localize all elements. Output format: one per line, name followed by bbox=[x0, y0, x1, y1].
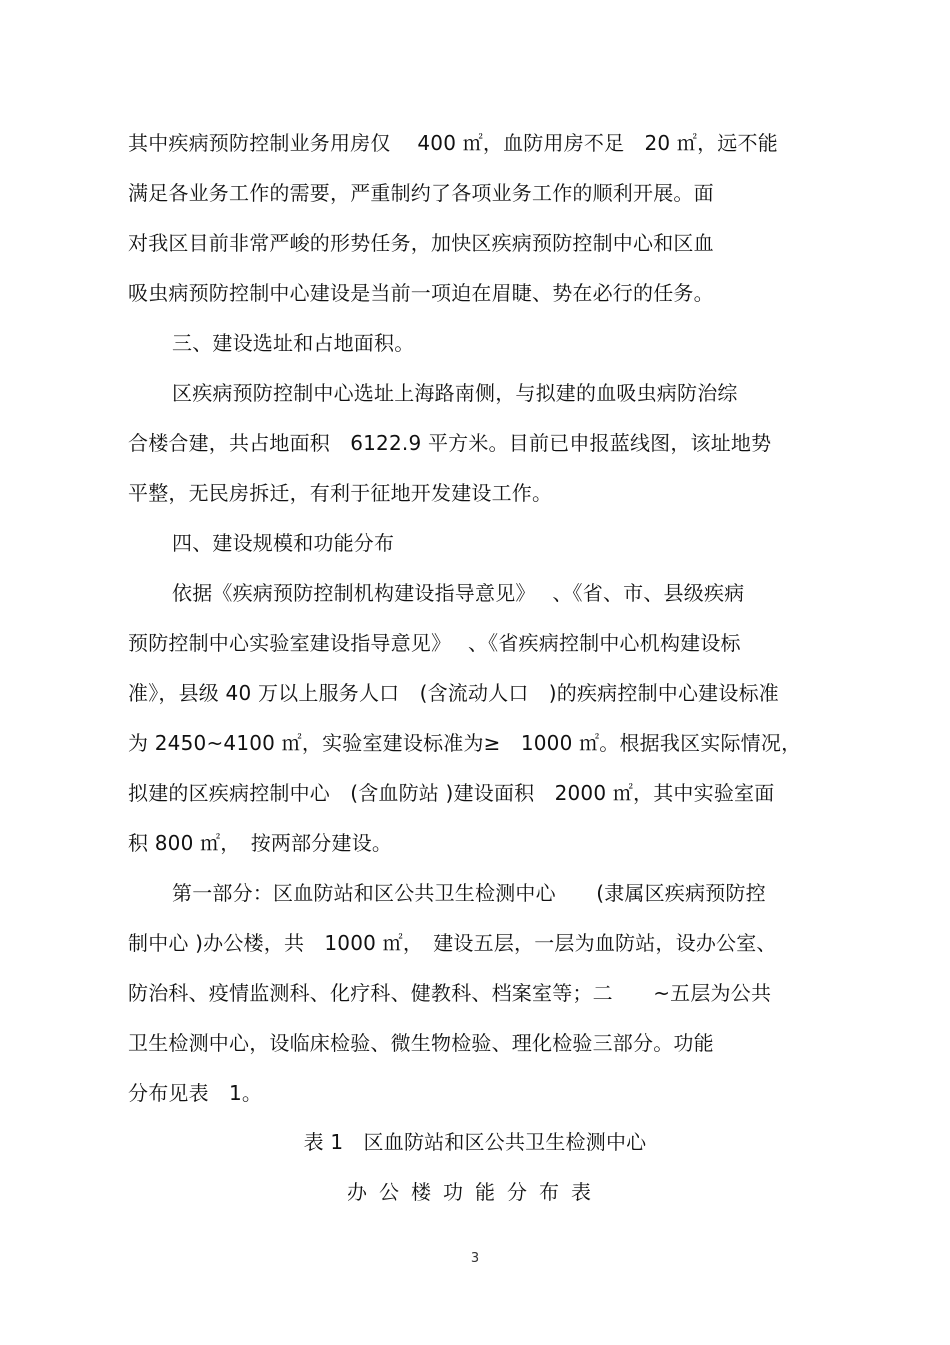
page-number: 3 bbox=[470, 1251, 480, 1266]
body-text-line: 拟建的区疾病控制中心 (含血防站 )建设面积 2000 ㎡，其中实验室面 bbox=[128, 781, 775, 805]
section-heading: 三、建设选址和占地面积。 bbox=[172, 331, 415, 355]
body-text-line: 防治科、疫情监测科、化疗科、健教科、档案室等；二 ~五层为公共 bbox=[128, 981, 772, 1005]
body-text-line: 对我区目前非常严峻的形势任务，加快区疾病预防控制中心和区血 bbox=[128, 231, 714, 255]
body-text-line: 卫生检测中心，设临床检验、微生物检验、理化检验三部分。功能 bbox=[128, 1031, 714, 1055]
body-text-line: 其中疾病预防控制业务用房仅 400 ㎡，血防用房不足 20 ㎡，远不能 bbox=[128, 131, 778, 155]
body-text-line: 依据《疾病预防控制机构建设指导意见》 、《省、市、县级疾病 bbox=[172, 581, 745, 605]
table-caption: 表 1 区血防站和区公共卫生检测中心 bbox=[303, 1130, 647, 1154]
body-text-line: 平整，无民房拆迁，有利于征地开发建设工作。 bbox=[128, 481, 553, 505]
body-text-line: 区疾病预防控制中心选址上海路南侧，与拟建的血吸虫病防治综 bbox=[172, 381, 738, 405]
body-text-line: 制中心 )办公楼，共 1000 ㎡， 建设五层，一层为血防站，设办公室、 bbox=[128, 931, 777, 955]
body-text-line: 预防控制中心实验室建设指导意见》 、《省疾病控制中心机构建设标 bbox=[128, 631, 741, 655]
body-text-line: 积 800 ㎡， 按两部分建设。 bbox=[128, 831, 393, 855]
body-text-line: 合楼合建，共占地面积 6122.9 平方米。目前已申报蓝线图，该址地势 bbox=[128, 431, 772, 455]
body-text-line: 满足各业务工作的需要，严重制约了各项业务工作的顺利开展。面 bbox=[128, 181, 714, 205]
body-text-line: 分布见表 1。 bbox=[128, 1081, 263, 1105]
body-text-line: 为 2450~4100 ㎡，实验室建设标准为≥ 1000 ㎡。根据我区实际情况， bbox=[128, 731, 802, 755]
body-text-line: 第一部分：区血防站和区公共卫生检测中心 (隶属区疾病预防控 bbox=[172, 881, 766, 905]
body-text-line: 吸虫病预防控制中心建设是当前一项迫在眉睫、势在必行的任务。 bbox=[128, 281, 714, 305]
table-subcaption: 办公楼功能分布表 bbox=[347, 1180, 603, 1204]
section-heading: 四、建设规模和功能分布 bbox=[172, 531, 395, 555]
body-text-line: 准》，县级 40 万以上服务人口 (含流动人口 )的疾病控制中心建设标准 bbox=[128, 681, 779, 705]
